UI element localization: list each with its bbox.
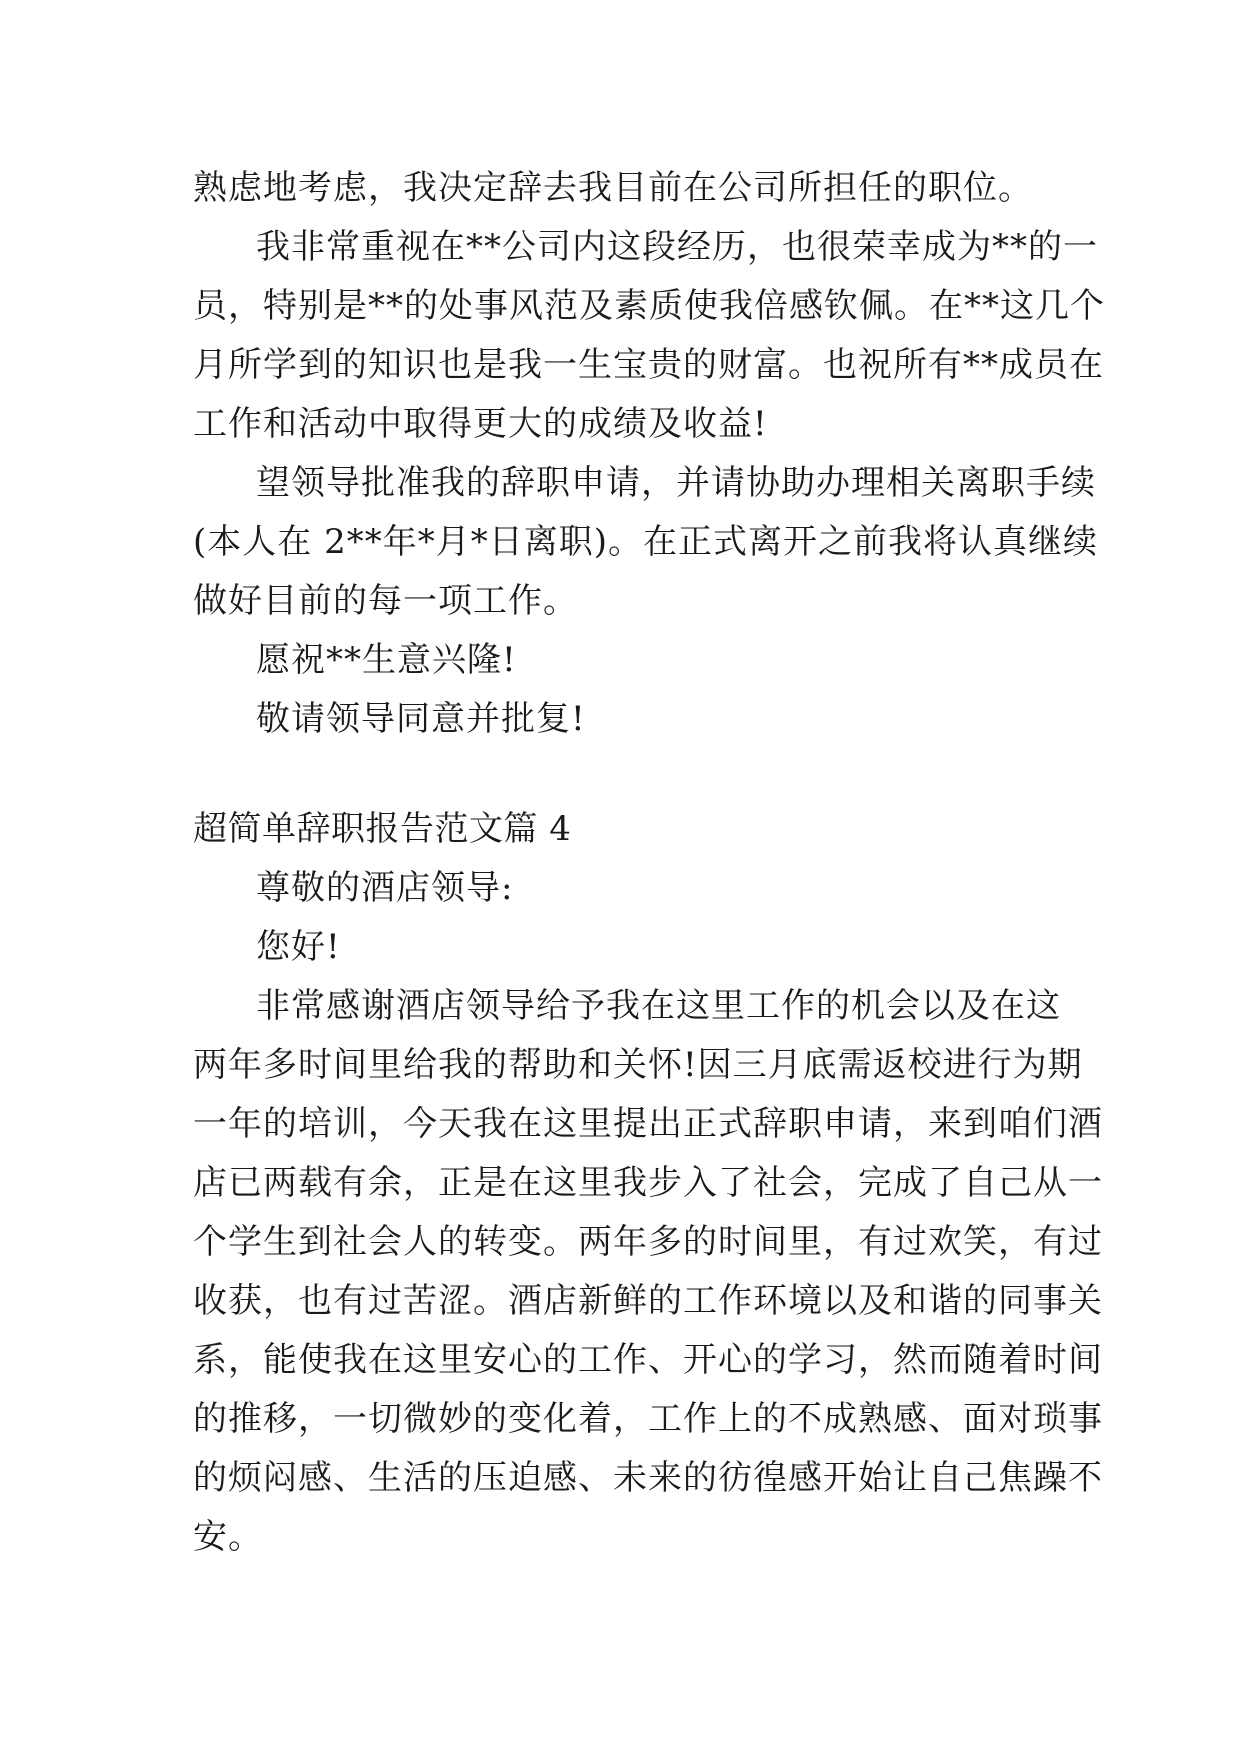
- paragraph-line: 月所学到的知识也是我一生宝贵的财富。也祝所有**成员在: [193, 345, 1104, 385]
- paragraph-line: 安。: [193, 1517, 263, 1557]
- paragraph-line: 望领导批准我的辞职申请，并请协助办理相关离职手续: [256, 463, 1096, 503]
- paragraph-line: 做好目前的每一项工作。: [193, 581, 578, 621]
- paragraph-line: 两年多时间里给我的帮助和关怀!因三月底需返校进行为期: [193, 1045, 1083, 1085]
- paragraph-line: 收获，也有过苦涩。酒店新鲜的工作环境以及和谐的同事关: [193, 1281, 1103, 1321]
- paragraph-line: 我非常重视在**公司内这段经历，也很荣幸成为**的一: [256, 227, 1098, 267]
- paragraph-line: 非常感谢酒店领导给予我在这里工作的机会以及在这: [256, 986, 1061, 1026]
- paragraph-line: 一年的培训，今天我在这里提出正式辞职申请，来到咱们酒: [193, 1104, 1103, 1144]
- greeting-line: 您好!: [256, 927, 341, 967]
- paragraph-line: 的推移，一切微妙的变化着，工作上的不成熟感、面对琐事: [193, 1399, 1103, 1439]
- paragraph-line: 工作和活动中取得更大的成绩及收益!: [193, 404, 768, 444]
- salutation-line: 尊敬的酒店领导:: [256, 868, 514, 908]
- paragraph-line: (本人在 2**年*月*日离职)。在正式离开之前我将认真继续: [193, 522, 1098, 562]
- paragraph-line: 员，特别是**的处事风范及素质使我倍感钦佩。在**这几个: [193, 286, 1105, 326]
- paragraph-line: 熟虑地考虑，我决定辞去我目前在公司所担任的职位。: [193, 168, 1033, 208]
- paragraph-line: 店已两载有余，正是在这里我步入了社会，完成了自己从一: [193, 1163, 1103, 1203]
- paragraph-line: 个学生到社会人的转变。两年多的时间里，有过欢笑，有过: [193, 1222, 1103, 1262]
- paragraph-line: 的烦闷感、生活的压迫感、未来的彷徨感开始让自己焦躁不: [193, 1458, 1103, 1498]
- section-heading: 超简单辞职报告范文篇 4: [193, 809, 572, 849]
- paragraph-line: 敬请领导同意并批复!: [256, 699, 586, 739]
- paragraph-line: 愿祝**生意兴隆!: [256, 640, 517, 680]
- paragraph-line: 系，能使我在这里安心的工作、开心的学习，然而随着时间: [193, 1340, 1103, 1380]
